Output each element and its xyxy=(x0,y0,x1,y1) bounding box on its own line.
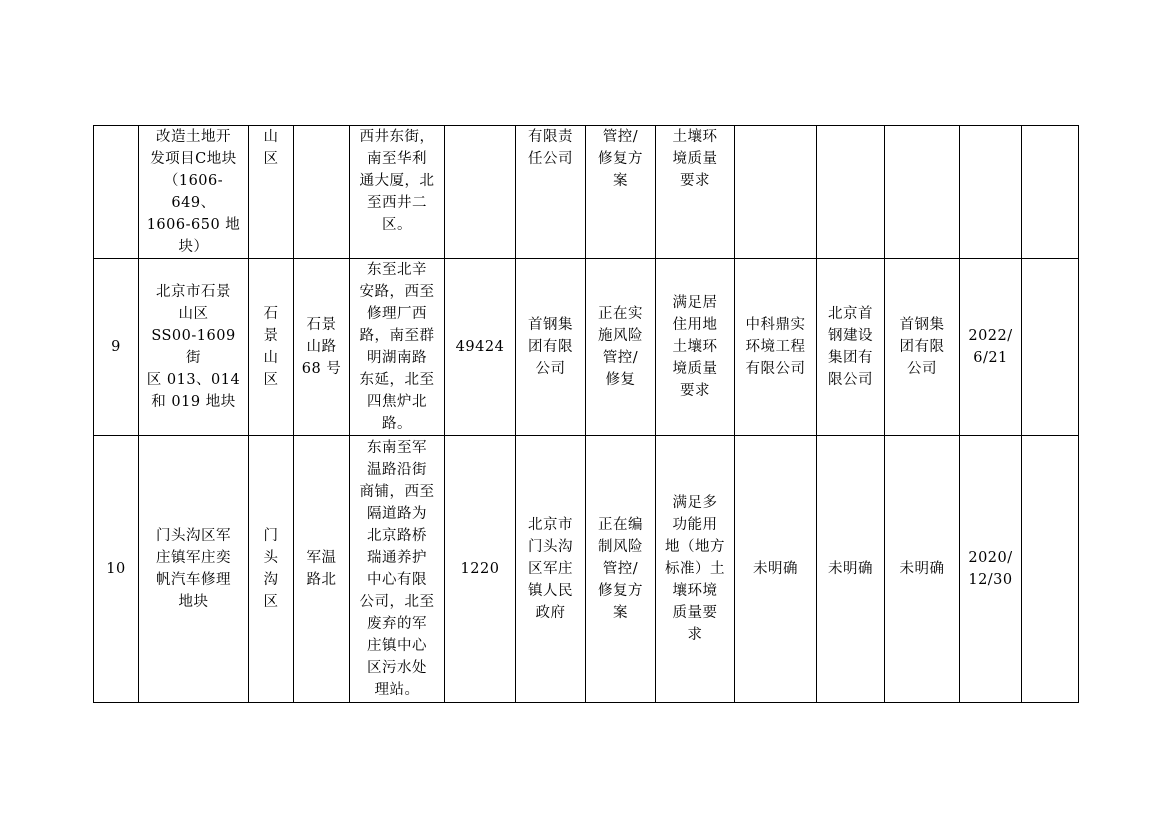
cell-contractor xyxy=(817,126,885,259)
cell-responsible-party: 北京市 门头沟 区军庄 镇人民 政府 xyxy=(516,436,586,703)
cell-index xyxy=(94,126,139,259)
cell-notes xyxy=(1022,126,1079,259)
cell-index: 9 xyxy=(94,259,139,436)
cell-status: 管控/ 修复方 案 xyxy=(586,126,656,259)
cell-status: 正在编 制风险 管控/ 修复方 案 xyxy=(586,436,656,703)
table-row xyxy=(94,259,1079,436)
table-row xyxy=(94,126,1079,259)
cell-boundary: 东南至军 温路沿街 商铺，西至 隔道路为 北京路桥 瑞通养护 中心有限 公司，北至 废弃的军 庄镇中心 区污水处 理站。 xyxy=(350,436,445,703)
cell-site-name: 门头沟区军 庄镇军庄奕 帆汽车修理 地块 xyxy=(139,436,249,703)
cell-owner: 首钢集 团有限 公司 xyxy=(885,259,960,436)
cell-district: 石 景 山 区 xyxy=(249,259,294,436)
cell-responsible-party: 有限责 任公司 xyxy=(516,126,586,259)
cell-site-name: 北京市石景 山区 SS00-1609 街 区 013、014 和 019 地块 xyxy=(139,259,249,436)
cell-target: 满足多 功能用 地（地方 标准）土 壤环境 质量要 求 xyxy=(656,436,735,703)
cell-area xyxy=(445,126,516,259)
cell-area: 49424 xyxy=(445,259,516,436)
cell-notes xyxy=(1022,259,1079,436)
cell-address: 军温 路北 xyxy=(294,436,350,703)
cell-responsible-party: 首钢集 团有限 公司 xyxy=(516,259,586,436)
cell-date xyxy=(960,126,1022,259)
cell-notes xyxy=(1022,436,1079,703)
cell-implementer: 中科鼎实 环境工程 有限公司 xyxy=(735,259,817,436)
cell-implementer xyxy=(735,126,817,259)
cell-date: 2020/ 12/30 xyxy=(960,436,1022,703)
cell-target: 满足居 住用地 土壤环 境质量 要求 xyxy=(656,259,735,436)
cell-area: 1220 xyxy=(445,436,516,703)
cell-boundary: 西井东街， 南至华利 通大厦，北 至西井二 区。 xyxy=(350,126,445,259)
cell-status: 正在实 施风险 管控/ 修复 xyxy=(586,259,656,436)
cell-site-name: 改造土地开 发项目C地块 （1606-649、 1606-650 地 块） xyxy=(139,126,249,259)
cell-address: 石景 山路 68 号 xyxy=(294,259,350,436)
cell-index: 10 xyxy=(94,436,139,703)
site-remediation-table xyxy=(93,125,1079,703)
cell-owner xyxy=(885,126,960,259)
cell-implementer: 未明确 xyxy=(735,436,817,703)
table-row xyxy=(94,436,1079,703)
cell-district: 门 头 沟 区 xyxy=(249,436,294,703)
cell-contractor: 未明确 xyxy=(817,436,885,703)
cell-boundary: 东至北辛 安路，西至 修理厂西 路，南至群 明湖南路 东延，北至 四焦炉北 路。 xyxy=(350,259,445,436)
cell-target: 土壤环 境质量 要求 xyxy=(656,126,735,259)
cell-date: 2022/ 6/21 xyxy=(960,259,1022,436)
cell-contractor: 北京首 钢建设 集团有 限公司 xyxy=(817,259,885,436)
cell-address xyxy=(294,126,350,259)
cell-owner: 未明确 xyxy=(885,436,960,703)
cell-district: 山 区 xyxy=(249,126,294,259)
